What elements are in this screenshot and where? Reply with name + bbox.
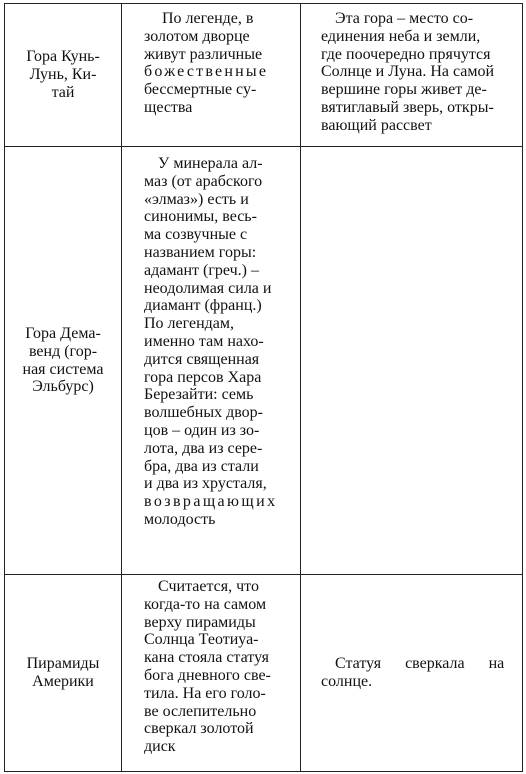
text-line: дится священная [144, 350, 260, 368]
text-line: бра, два из стали [144, 457, 259, 475]
text-line: Солнца Теотиуа- [144, 631, 259, 649]
text-line: Америки [32, 673, 94, 690]
text-line: солнце. [321, 673, 373, 690]
text-line: тай [51, 83, 75, 101]
text-line: единения неба и земли, [321, 27, 481, 45]
text-line: У минерала ал- [158, 155, 263, 172]
note-cell [301, 575, 523, 772]
text-line: и два из хрусталя, [144, 475, 267, 493]
text-line: ве ослепительно [144, 702, 257, 720]
text-line: названием горы: [144, 243, 257, 261]
text-line: ная система [22, 360, 104, 378]
text-line: Гора Кунь- [26, 48, 100, 66]
text-line: сверкал золотой [144, 720, 254, 738]
text-line: По легендам, [144, 315, 235, 333]
text-line: золотом дворце [144, 27, 250, 45]
text-line: живут различные [144, 45, 263, 63]
note-cell-empty [301, 147, 523, 575]
text-line: вятиглавый зверь, откры- [321, 98, 494, 116]
place-name-cell [5, 147, 122, 575]
text-line: ма созвучные с [144, 226, 248, 244]
text-line: верху пирамиды [144, 613, 256, 631]
text-line: Считается, что [158, 578, 259, 595]
place-name-cell [5, 4, 122, 147]
text-line: «элмаз») есть и [144, 190, 249, 208]
text-line: тила. На его голо- [144, 684, 266, 702]
text-line: бессмертные су- [144, 81, 257, 99]
text-line: лота, два из сере- [144, 439, 263, 457]
text-line: где поочередно прячутся [321, 45, 491, 63]
mountains-table [4, 3, 523, 772]
text-line: Статуя сверкала на [335, 655, 505, 673]
text-line: диамант (франц.) [144, 297, 262, 315]
text-line: волшебных двор- [144, 404, 264, 422]
note-cell [301, 4, 523, 147]
place-name-cell [5, 575, 122, 772]
text-line: щества [144, 98, 193, 116]
text-line: гора персов Хара [144, 368, 262, 386]
legend-cell [122, 575, 301, 772]
legend-cell [122, 4, 301, 147]
text-line: Эльбурс) [32, 378, 94, 396]
text-line: именно там нахо- [144, 332, 264, 350]
text-line: цов – один из зо- [144, 421, 260, 439]
table-row [5, 4, 523, 147]
text-line: синонимы, весь- [144, 208, 257, 226]
text-line: молодость [144, 510, 216, 528]
text-line: Лунь, Ки- [29, 66, 97, 84]
text-line: вающий рассвет [321, 116, 432, 134]
text-line: маз (от арабского [144, 172, 263, 190]
text-line: Гора Дема- [25, 324, 101, 342]
text-line: адамант (греч.) – [144, 261, 259, 279]
text-line: возвращающих [144, 493, 278, 511]
text-line: божественные [144, 63, 269, 81]
text-line: бога дневного све- [144, 666, 271, 684]
text-line: Эта гора – место со- [335, 10, 474, 27]
table-row [5, 147, 523, 575]
text-line: когда-то на самом [144, 595, 267, 613]
text-line: По легенде, в [162, 10, 254, 27]
text-line: кана стояла статуя [144, 649, 270, 667]
text-line: Березайти: семь [144, 386, 254, 404]
text-line: Солнце и Луна. На самой [321, 63, 495, 81]
legend-cell [122, 147, 301, 575]
text-line: неодолимая сила и [144, 279, 272, 297]
text-line: венд (гор- [28, 342, 98, 360]
text-line: диск [144, 738, 176, 756]
text-line: вершине горы живет де- [321, 81, 487, 99]
text-line: Пирамиды [26, 655, 100, 673]
table-row [5, 575, 523, 772]
